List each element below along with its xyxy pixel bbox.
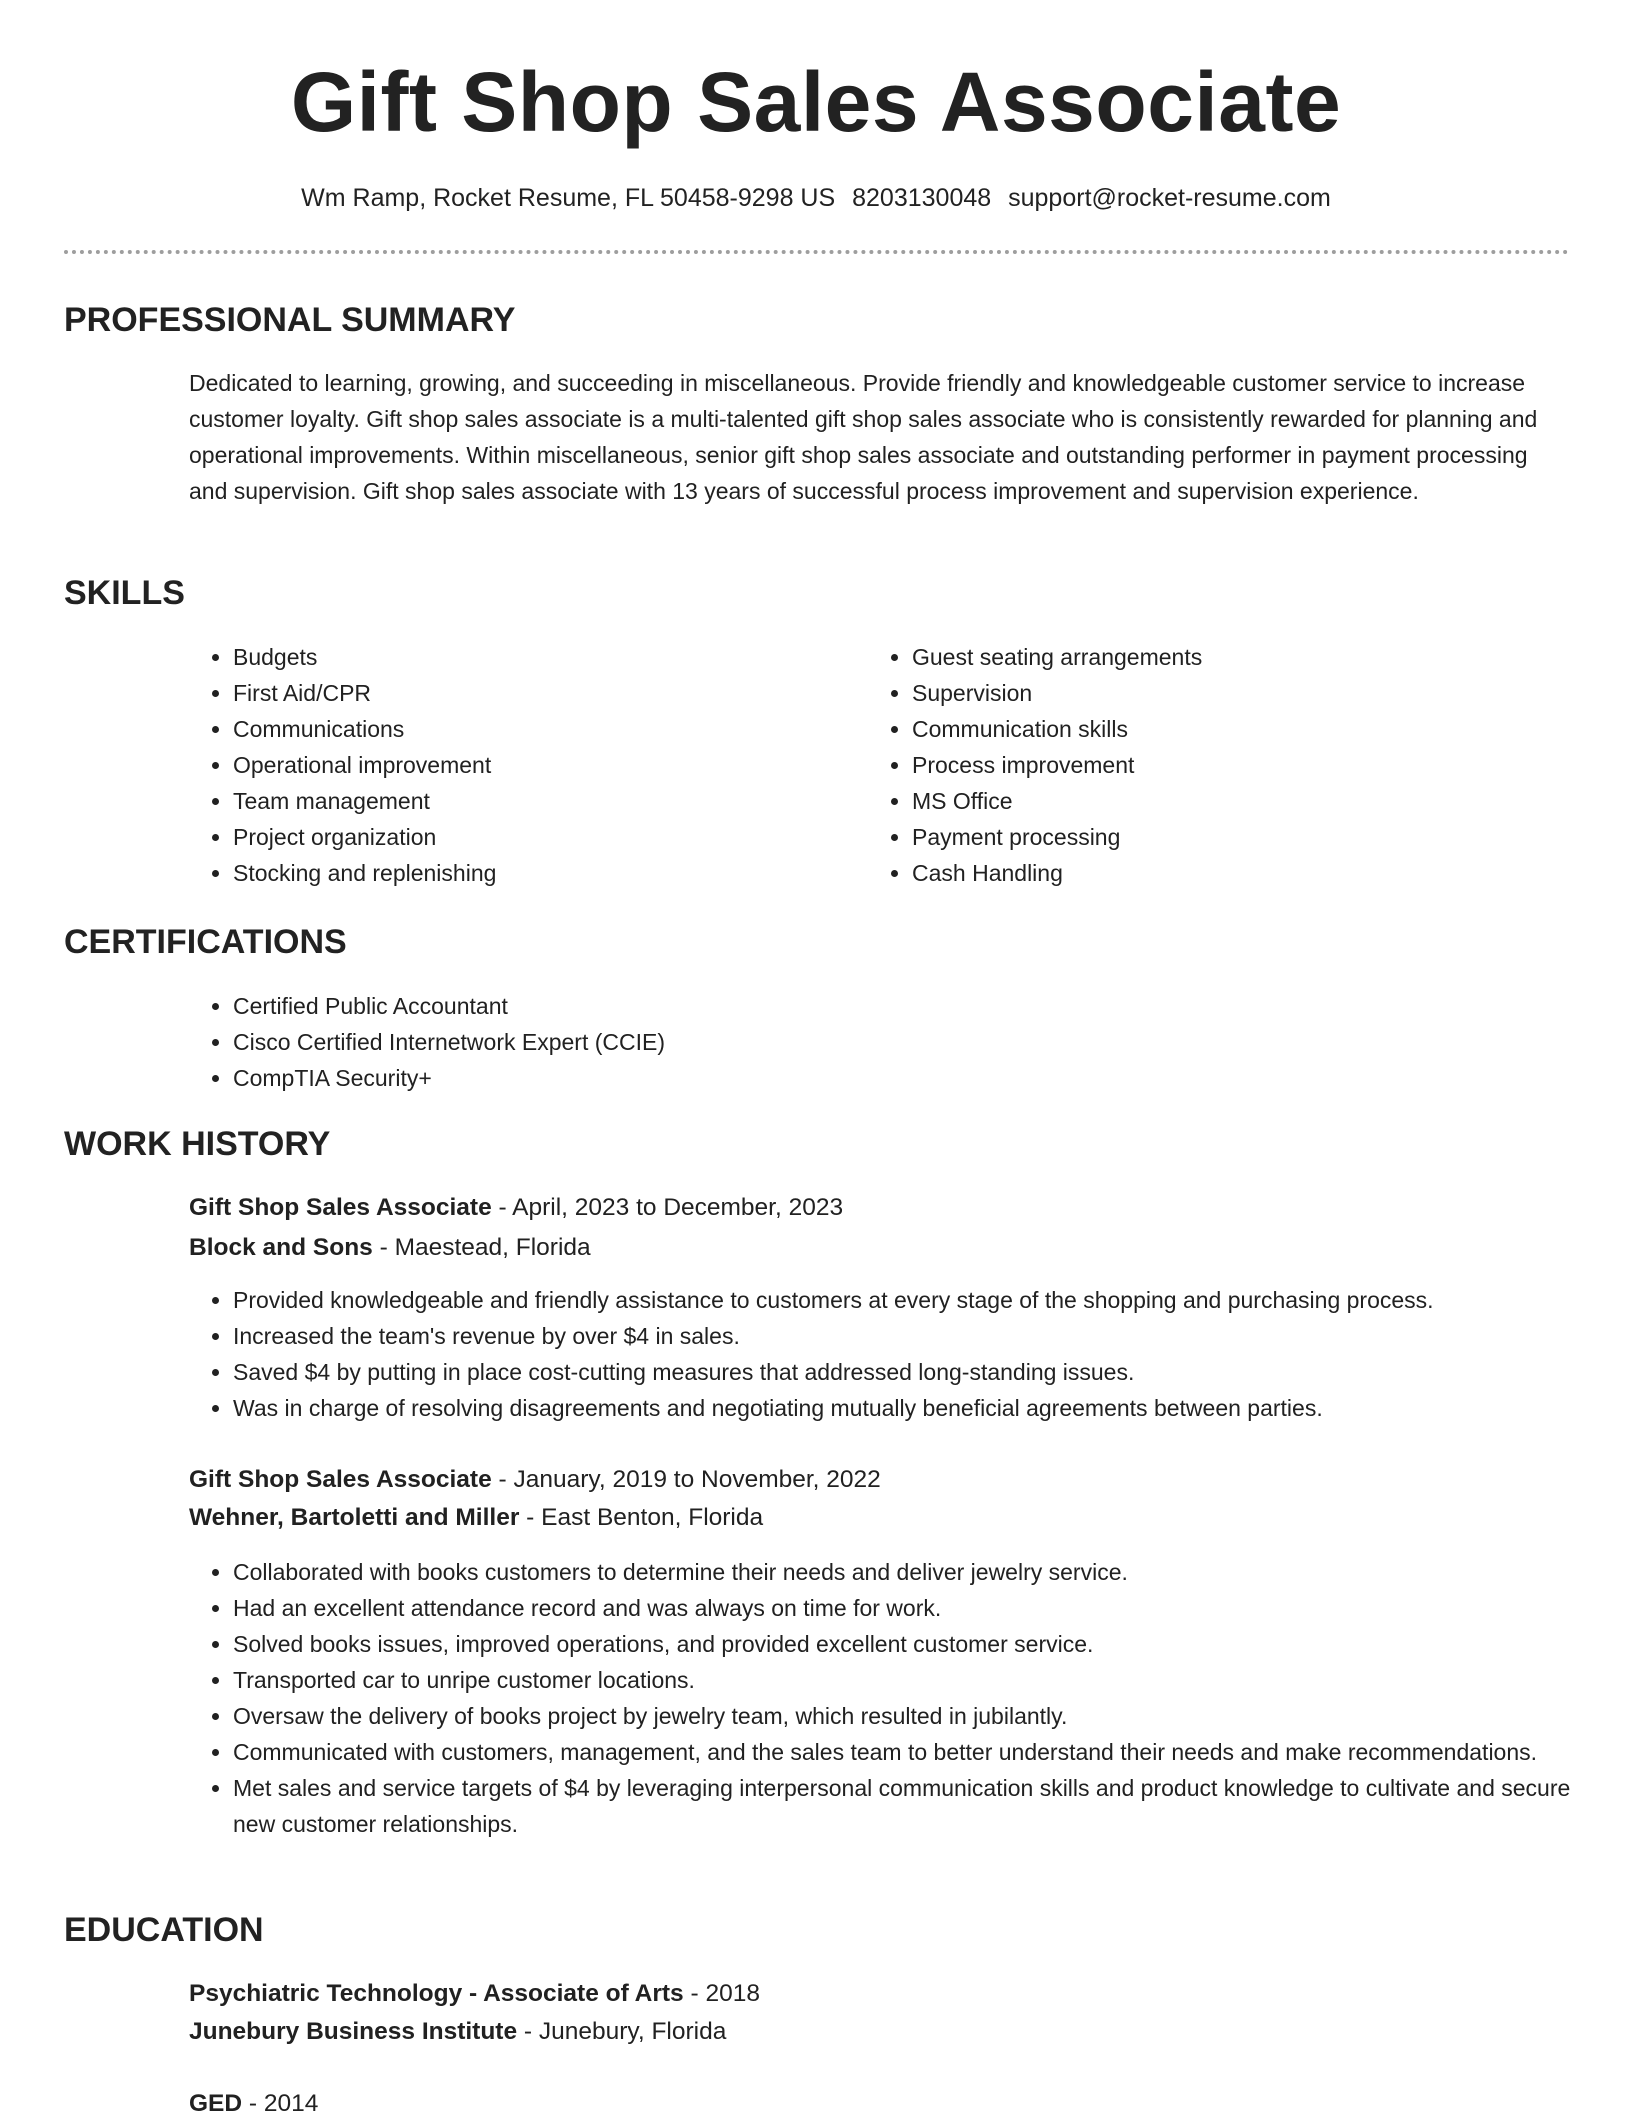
- skill-item: • Supervision: [912, 675, 1532, 711]
- summary-text: Dedicated to learning, growing, and succeeding in miscellaneous. Provide friendly and knowledgeable customer service to increase customer loyalty. Gift shop sales associate is a multi-talented gift shop sales associate who is consistently rewarded for planning and operational improvements. Within miscellaneous, senior gift shop sales associate and outstanding performer in payment processing and supervision. Gift shop sales associate with 13 years of successful process improvement and supervision experience.: [189, 370, 1538, 504]
- job-bullet: • Oversaw the delivery of books project by jewelry team, which resulted in jubilantly.: [233, 1698, 1613, 1734]
- job-bullet: • Met sales and service targets of $4 by leveraging interpersonal communication skills and product knowledge to cultivate and secure new customer relationships.: [233, 1770, 1613, 1842]
- education-school-line: [189, 2013, 726, 2051]
- skill-item: • Operational improvement: [233, 747, 853, 783]
- job-bullet: • Was in charge of resolving disagreements and negotiating mutually beneficial agreements between parties.: [233, 1390, 1613, 1426]
- skills-list-right: [868, 639, 1532, 891]
- certifications-heading: CERTIFICATIONS: [64, 923, 347, 961]
- skill-item: • Payment processing: [912, 819, 1532, 855]
- skill-item: • Guest seating arrangements: [912, 639, 1532, 675]
- job-title-line: [189, 1461, 881, 1499]
- job-location: - Maestead, Florida: [372, 1234, 591, 1261]
- skill-item: • Project organization: [233, 819, 853, 855]
- education-degree-line: [189, 1975, 760, 2013]
- job-bullet: • Provided knowledgeable and friendly assistance to customers at every stage of the shopping and purchasing process.: [233, 1282, 1613, 1318]
- certification-item: • CompTIA Security+: [233, 1060, 1333, 1096]
- education-heading: EDUCATION: [64, 1911, 264, 1949]
- job-dates: - April, 2023 to December, 2023: [491, 1194, 844, 1221]
- job-bullet: • Solved books issues, improved operations, and provided excellent customer service.: [233, 1626, 1613, 1662]
- skill-item: • Process improvement: [912, 747, 1532, 783]
- education-year: - 2014: [242, 2090, 319, 2117]
- skill-item: • Budgets: [233, 639, 853, 675]
- job-bullet: • Communicated with customers, management, and the sales team to better understand their needs and make recommendations.: [233, 1734, 1613, 1770]
- certifications-list: [189, 988, 1333, 1096]
- job-role: Gift Shop Sales Associate: [189, 1466, 492, 1493]
- job-bullet: • Transported car to unripe customer locations.: [233, 1662, 1613, 1698]
- skill-item: • Cash Handling: [912, 855, 1532, 891]
- summary-heading: PROFESSIONAL SUMMARY: [64, 301, 516, 339]
- skill-item: • Communication skills: [912, 711, 1532, 747]
- job-company: Block and Sons: [189, 1234, 373, 1261]
- contact-address: Wm Ramp, Rocket Resume, FL 50458-9298 US: [301, 184, 836, 212]
- contact-phone: 8203130048: [852, 184, 992, 212]
- education-location: - Junebury, Florida: [517, 2018, 727, 2045]
- education-school: Junebury Business Institute: [189, 2018, 518, 2045]
- contact-email: support@rocket-resume.com: [1008, 184, 1331, 212]
- work-history-heading: WORK HISTORY: [64, 1125, 331, 1163]
- skills-list-left: [189, 639, 853, 891]
- skill-item: • First Aid/CPR: [233, 675, 853, 711]
- job-role: Gift Shop Sales Associate: [189, 1194, 492, 1221]
- candidate-name: Gift Shop Sales Associate: [290, 55, 1342, 149]
- job-bullets: [189, 1282, 1613, 1426]
- skill-item: • Stocking and replenishing: [233, 855, 853, 891]
- skill-item: • Communications: [233, 711, 853, 747]
- skills-heading: SKILLS: [64, 574, 185, 612]
- header-divider: [64, 250, 1569, 254]
- skill-item: • MS Office: [912, 783, 1532, 819]
- education-degree: GED: [189, 2090, 243, 2117]
- job-bullet: • Increased the team's revenue by over $4 in sales.: [233, 1318, 1613, 1354]
- job-company: Wehner, Bartoletti and Miller: [189, 1504, 520, 1531]
- education-degree: Psychiatric Technology - Associate of Arts: [189, 1980, 684, 2007]
- job-location: - East Benton, Florida: [519, 1504, 764, 1531]
- education-year: - 2018: [683, 1980, 760, 2007]
- certification-item: • Cisco Certified Internetwork Expert (CCIE): [233, 1024, 1333, 1060]
- education-degree-line: [189, 2085, 318, 2123]
- skill-item: • Team management: [233, 783, 853, 819]
- contact-line: [0, 180, 1632, 216]
- job-company-line: [189, 1229, 591, 1267]
- job-bullet: • Had an excellent attendance record and was always on time for work.: [233, 1590, 1613, 1626]
- job-bullet: • Collaborated with books customers to determine their needs and deliver jewelry service.: [233, 1554, 1613, 1590]
- job-bullets: [189, 1554, 1613, 1842]
- job-title-line: [189, 1189, 843, 1227]
- job-company-line: [189, 1499, 763, 1537]
- certification-item: • Certified Public Accountant: [233, 988, 1333, 1024]
- job-dates: - January, 2019 to November, 2022: [491, 1466, 881, 1493]
- job-bullet: • Saved $4 by putting in place cost-cutting measures that addressed long-standing issues.: [233, 1354, 1613, 1390]
